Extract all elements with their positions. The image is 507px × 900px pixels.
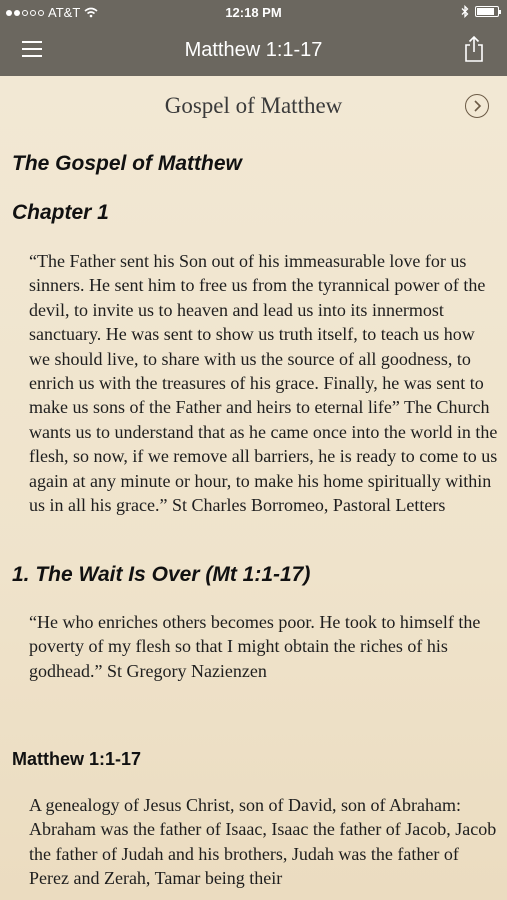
passage-title: Matthew 1:1-17 (12, 749, 142, 769)
battery-icon (475, 6, 499, 17)
gospel-title: The Gospel of Matthew (12, 152, 242, 175)
status-bar (0, 0, 507, 26)
bluetooth-icon (461, 5, 469, 18)
nav-title: Matthew 1:1-17 (184, 39, 323, 61)
reading-pane[interactable] (0, 76, 507, 900)
status-time: 12:18 PM (225, 5, 282, 20)
wait-quote: “He who enriches others becomes poor. He took to himself the poverty of my flesh so that I might obtain the riches of his godhead.” St Gregory Nazienzen (29, 612, 481, 681)
passage-text: A genealogy of Jesus Christ, son of David, son of Abraham: Abraham was the father of Isaac, Isaac the father of Jacob, Jacob the father of Judah and his brothers, Judah was the father of Perez and Zerah, Tamar being their (29, 795, 497, 889)
book-header: Gospel of Matthew (164, 93, 343, 118)
section-title-wait: 1. The Wait Is Over (Mt 1:1-17) (12, 563, 311, 586)
carrier-label: AT&T (48, 5, 81, 20)
status-right (461, 5, 499, 18)
share-icon[interactable] (463, 35, 485, 63)
chapter-title: Chapter 1 (12, 201, 109, 224)
chevron-right-circle-icon[interactable] (465, 94, 489, 118)
navigation-bar (0, 26, 507, 76)
chapter-quote: “The Father sent his Son out of his immeasurable love for us sinners. He sent him to free us from the tyrannical power of the devil, to invite us to heaven and lead us into its innermost sanctuary. He was sent to show us truth itself, to teach us how we should live, to share with us the source of all goodness, to enrich us with the treasures of his grace. Finally, he was sent to make us sons of the Father and heirs to eternal life” The Church wants us to understand that as he came once into the world in the flesh, so now, if we remove all barriers, he is ready to come to us again at any minute or hour, to make his home spiritually within us in all his grace.” St Charles Borromeo, Pastoral Letters (29, 251, 498, 516)
